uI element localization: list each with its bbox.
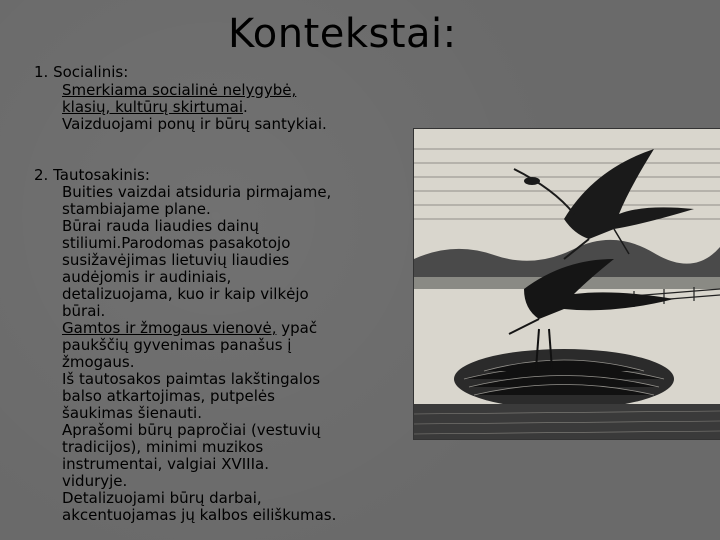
social-line2-tail: . [243, 98, 248, 116]
folklore-p2-rest: paukščių gyvenimas panašus į žmogaus. [62, 336, 292, 371]
folklore-p3: Iš tautosakos paimtas lakštingalos balso atkartojimas, putpelės šaukimas šienauti. Aprašomi būrų papročiai (vestuvių tradicijos), minimi muzikos instrumentai, valgiai XVIIIa. viduryje. Detalizuojami būrų darbai, akcentuojamas jų kalbos eiliškumas. [62, 370, 337, 524]
section-folklore-body [62, 184, 407, 524]
folklore-p2-underlined: Gamtos ir žmogaus vienovė, [62, 319, 277, 337]
slide-title: Kontekstai: [228, 11, 457, 57]
section-folklore-heading: 2. Tautosakinis: [34, 166, 150, 184]
storks-engraving-image [413, 128, 720, 440]
folklore-p1: Buities vaizdai atsiduria pirmajame, stambiajame plane. Būrai rauda liaudies dainų stiliumi.Parodomas pasakotojo susižavėjimas lietuvių liaudies audėjomis ir audiniais, detalizuojama, kuo ir kaip vilkėjo būrai. [62, 183, 332, 320]
folklore-p2-tail: ypač [276, 319, 318, 337]
section-social-heading: 1. Socialinis: [34, 63, 129, 81]
section-social-body [62, 82, 327, 133]
social-underlined-line2: klasių, kultūrų skirtumai [62, 98, 243, 116]
social-line3: Vaizduojami ponų ir būrų santykiai. [62, 115, 327, 133]
social-underlined-line1: Smerkiama socialinė nelygybė, [62, 81, 297, 99]
